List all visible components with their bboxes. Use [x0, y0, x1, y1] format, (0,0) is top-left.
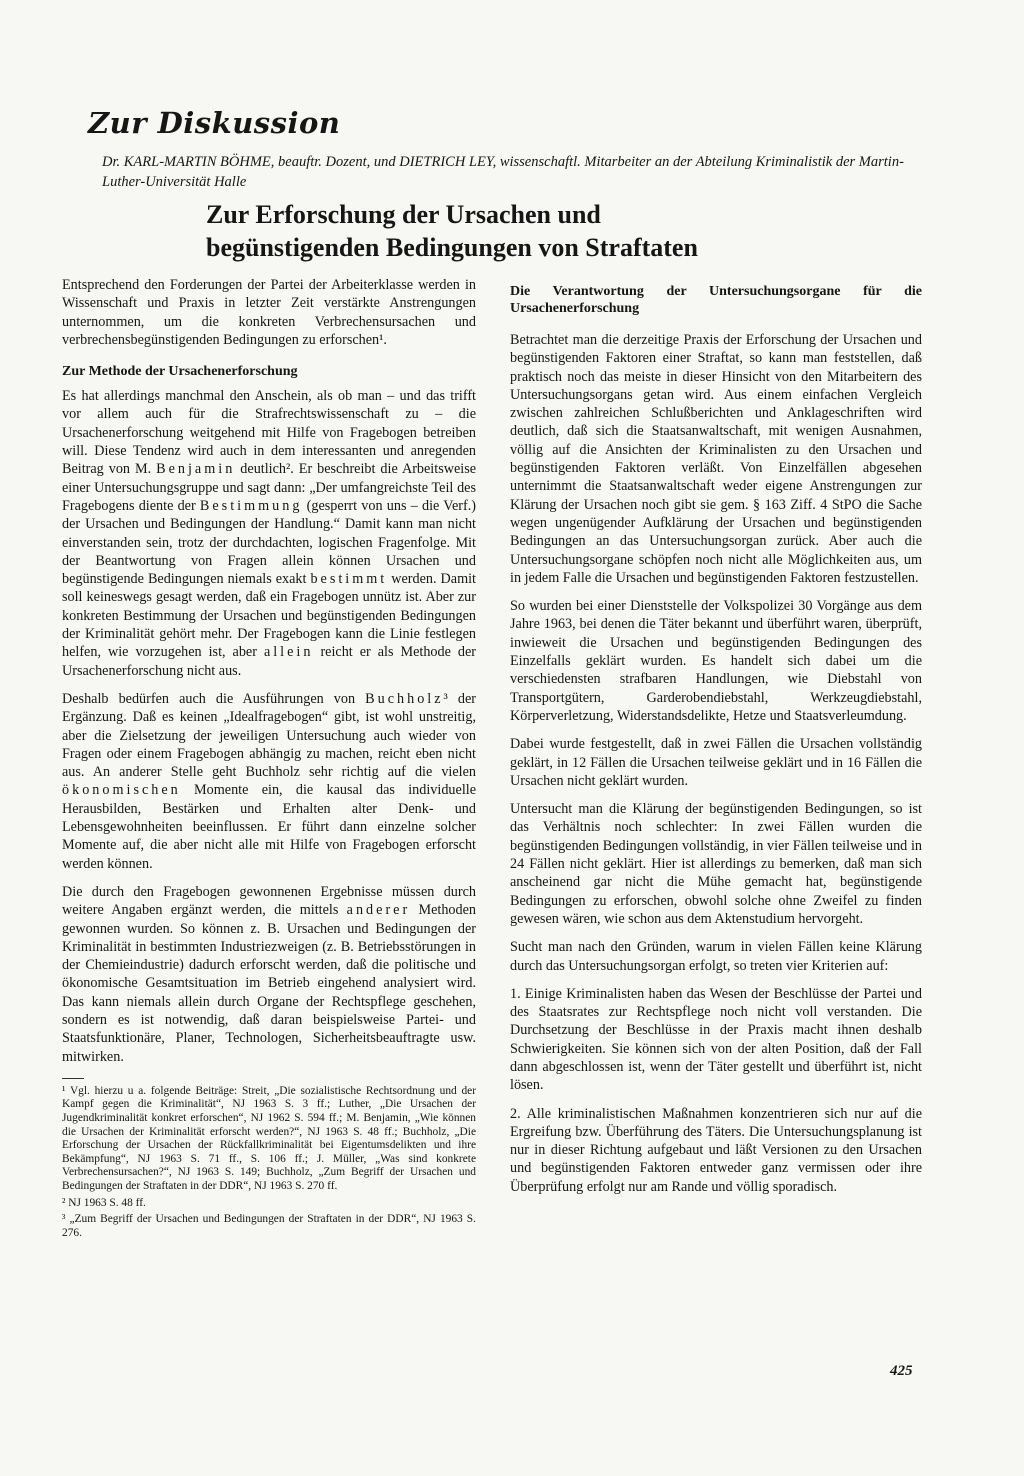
paragraph-dienststelle: So wurden bei einer Dienststelle der Volkspolizei 30 Vorgänge aus dem Jahre 1963, bei denen die Täter bekannt und überführt waren, überprüft, inwieweit die Ursachen und begünstigenden Bedingungen des Einzelfalls geklärt wurden. Es handelt sich dabei um die verschiedensten strafbaren Handlungen, wie Diebstahl von Transportgütern, Garderobendiebstahl, Werkzeugdiebstahl, Körperverletzung, Widerstandsdelikte, Hetze und Staatsverleumdung. — [510, 598, 922, 724]
paragraph-methoden: Die durch den Fragebogen gewonnenen Ergebnisse müssen durch weitere Angaben ergänzt werden, die mittels anderer Methoden gewonnen wurden. So können z. B. Ursachen und Bedingungen der Kriminalität in bestimmten Industriezweigen (z. B. Betriebsstörungen in der Chemieindustrie) dadurch erforscht werden, daß die politische und ökonomische Gesamtsituation im Betrieb eingehend analysiert wird. Das kann niemals allein durch Organe der Rechtspflege geschehen, sondern es ist notwendig, daß daran beispielsweise Partei- und Staatsfunktionäre, Planer, Technologen, Sicherheitsbeauftragte usw. mitwirken. — [62, 883, 477, 1065]
subheading-methode: Zur Methode der Ursachenerforschung — [62, 364, 298, 380]
footnote-2: ² NJ 1963 S. 48 ff. — [62, 1196, 146, 1209]
footnote-divider — [62, 1078, 84, 1079]
spaced-allein: allein — [263, 644, 314, 661]
list-item-1: 1. Einige Kriminalisten haben das Wesen der Beschlüsse der Partei und des Staatsrates zur Rechtspflege noch nicht voll verstanden. Die Durchsetzung der Beschlüsse in der Praxis macht ihnen deshalb Schwierigkeiten. Sie können sich von der alten Position, daß der Fall dann abgeschlossen ist, wenn der Täter gestellt und überführt ist, nicht lösen. — [510, 985, 922, 1094]
spaced-bestimmung: Bestimmung — [199, 497, 303, 514]
spaced-oekonomischen: ökonomischen — [62, 782, 181, 799]
author-line: Dr. KARL-MARTIN BÖHME, beauftr. Dozent, und DIETRICH LEY, wissenschaftl. Mitarbeiter an der Abteilung Kriminalistik der Martin-Luther-Universität Halle — [102, 154, 904, 190]
paragraph-gruende: Sucht man nach den Gründen, warum in vielen Fällen keine Klärung durch das Untersuchungsorgan erfolgt, so treten vier Kriterien auf: — [510, 939, 922, 974]
left-column — [62, 276, 476, 1243]
paragraph-buchholz: Deshalb bedürfen auch die Ausführungen von Buchholz³ der Ergänzung. Daß es keinen „Idealfragebogen“ gibt, ist wohl unstreitig, aber die Zielsetzung der jeweiligen Untersuchung auch wieder von Fragen oder einem Fragebogen abhängig zu machen, reicht eben nicht aus. An anderer Stelle geht Buchholz sehr richtig auf die vielen ökonomischen Momente ein, die kausal das individuelle Herausbilden, Bestärken und Erhalten alter Denk- und Lebensgewohnheiten beeinflussen. Er führt dann einzelne solcher Momente auf, die aber nicht alle mit Hilfe von Fragebogen erforscht werden können. — [62, 690, 477, 872]
spaced-buchholz: Buchholz — [365, 690, 444, 707]
page-number: 425 — [890, 1363, 913, 1379]
list-item-2: 2. Alle kriminalistischen Maßnahmen konzentrieren sich nur auf die Ergreifung bzw. Überführung des Täters. Die Untersuchungsplanung ist nur in dieser Richtung aufgebaut und läßt Versionen zu den Ursachen und begünstigenden Faktoren entweder ganz vermissen oder ihre Überprüfung erfolgt nur am Rande und völlig sporadisch. — [510, 1105, 922, 1195]
footnote-1: ¹ Vgl. hierzu u a. folgende Beiträge: Streit, „Die sozialistische Rechtsordnung und der Kampf gegen die Kriminalität“, NJ 1963 S. 3 ff.; Luther, „Die Ursachen der Jugendkriminalität konkret erforschen“, NJ 1962 S. 594 ff.; M. Benjamin, „Wie können die Ursachen der Kriminalität erforscht werden?“, NJ 1963 S. 48 ff.; Buchholz, „Die Erforschung der Ursachen der Rückfallkriminalität bei Eigentumsdelikten und ihre Bekämpfung“, NJ 1963 S. 71 ff., S. 106 ff.; J. Müller, „Was sind konkrete Verbrechensursachen?“, NJ 1963 S. 149; Buchholz, „Zum Begriff der Ursachen und Bedingungen der Straftaten in der DDR“, NJ 1963 S. 270 ff. — [62, 1084, 476, 1193]
paragraph-fragebogen: Es hat allerdings manchmal den Anschein, als ob man – und das trifft vor allem auch für die Strafrechtswissenschaft zu – die Ursachenerforschung weitgehend mit Hilfe von Fragebogen betreiben will. Diese Tendenz wird auch in dem interessanten und anregenden Beitrag von M. Benjamin deutlich². Er beschreibt die Arbeitsweise einer Untersuchungsgruppe und sagt dann: „Der umfangreichste Teil des Fragebogens diente der Bestimmung (gesperrt von uns – die Verf.) der Ursachen und Bedingungen der Handlung.“ Damit kann man nicht einverstanden sein, trotz der durchdachten, logischen Fragenfolge. Mit der Beantwortung von Fragen allein können Ursachen und begünstigende Bedingungen niemals exakt bestimmt werden. Damit soll keineswegs gesagt werden, daß ein Fragebogen unnütz ist. Aber zur konkreten Bestimmung der Ursachen und begünstigenden Bedingungen der Kriminalität gehört mehr. Der Fragebogen kann die Linie festlegen helfen, wie vorzugehen ist, aber allein reicht er als Methode der Ursachenerforschung nicht aus. — [62, 388, 477, 679]
footnote-3: ³ „Zum Begriff der Ursachen und Bedingungen der Straftaten in der DDR“, NJ 1963 S. 276. — [62, 1213, 476, 1239]
paragraph-ergebnis: Dabei wurde festgestellt, daß in zwei Fällen die Ursachen vollständig geklärt, in 12 Fällen die Ursachen teilweise geklärt und in 16 Fällen die Ursachen nicht geklärt wurden. — [510, 736, 922, 789]
spaced-bestimmt: bestimmt — [310, 571, 388, 588]
spaced-benjamin: Benjamin — [156, 461, 236, 478]
paragraph-praxis: Betrachtet man die derzeitige Praxis der Erforschung der Ursachen und begünstigenden Faktoren einer Straftat, so kann man feststellen, daß praktisch noch das meiste in dieser Hinsicht von den Mitarbeitern des Untersuchungsorgans getan wird. Aus einem einfachen Vergleich zwischen zahlreichen Schlußberichten und Anklageschriften wird deutlich, daß sich die Staatsanwaltschaft, mit wenigen Ausnahmen, völlig auf die Ansichten der Kriminalisten zu den Ursachen und begünstigenden Faktoren verläßt. Von Einzelfällen abgesehen unternimmt die Staatsanwaltschaft weder eigene Anstrengungen zur Klärung der Ursachen noch gibt sie gem. § 163 Ziff. 4 StPO die Sache wegen ungenügender Aufklärung der Ursachen und begünstigenden Bedingungen an das Untersuchungsorgan zurück. Aber auch die Untersuchungsorgane schöpfen noch nicht alle Möglichkeiten aus, um in jedem Falle die Ursachen und begünstigenden Faktoren festzustellen. — [510, 332, 922, 586]
article-title-line-1: Zur Erforschung der Ursachen und — [206, 200, 601, 229]
section-heading: Zur Diskussion — [88, 106, 341, 140]
subheading-verantwortung: Die Verantwortung der Untersuchungsorgane für die Ursachenerforschung — [510, 284, 922, 316]
article-title — [206, 198, 906, 264]
spaced-anderer: anderer — [346, 902, 411, 919]
intro-paragraph: Entsprechend den Forderungen der Partei der Arbeiterklasse werden in Wissenschaft und Praxis in letzter Zeit verstärkte Anstrengungen unternommen, um die konkreten Verbrechensursachen und verbrechensbegünstigenden Bedingungen zu erforschen¹. — [62, 277, 476, 348]
right-column — [510, 283, 922, 1206]
article-title-line-2: begünstigenden Bedingungen von Straftaten — [206, 233, 698, 262]
paragraph-bedingungen: Untersucht man die Klärung der begünstigenden Bedingungen, so ist das Verhältnis noch schlechter: In zwei Fällen wurden die begünstigenden Bedingungen vollständig, in vier Fällen teilweise und in 24 Fällen nicht geklärt. Hier ist allerdings zu bemerken, daß man sich anscheinend gar nicht die Mühe gemacht hat, begünstigende Bedingungen zu erforschen, obwohl solche ohne Zweifel zu finden gewesen wären, wie schon aus dem Aktenstudium hervorgeht. — [510, 801, 922, 927]
